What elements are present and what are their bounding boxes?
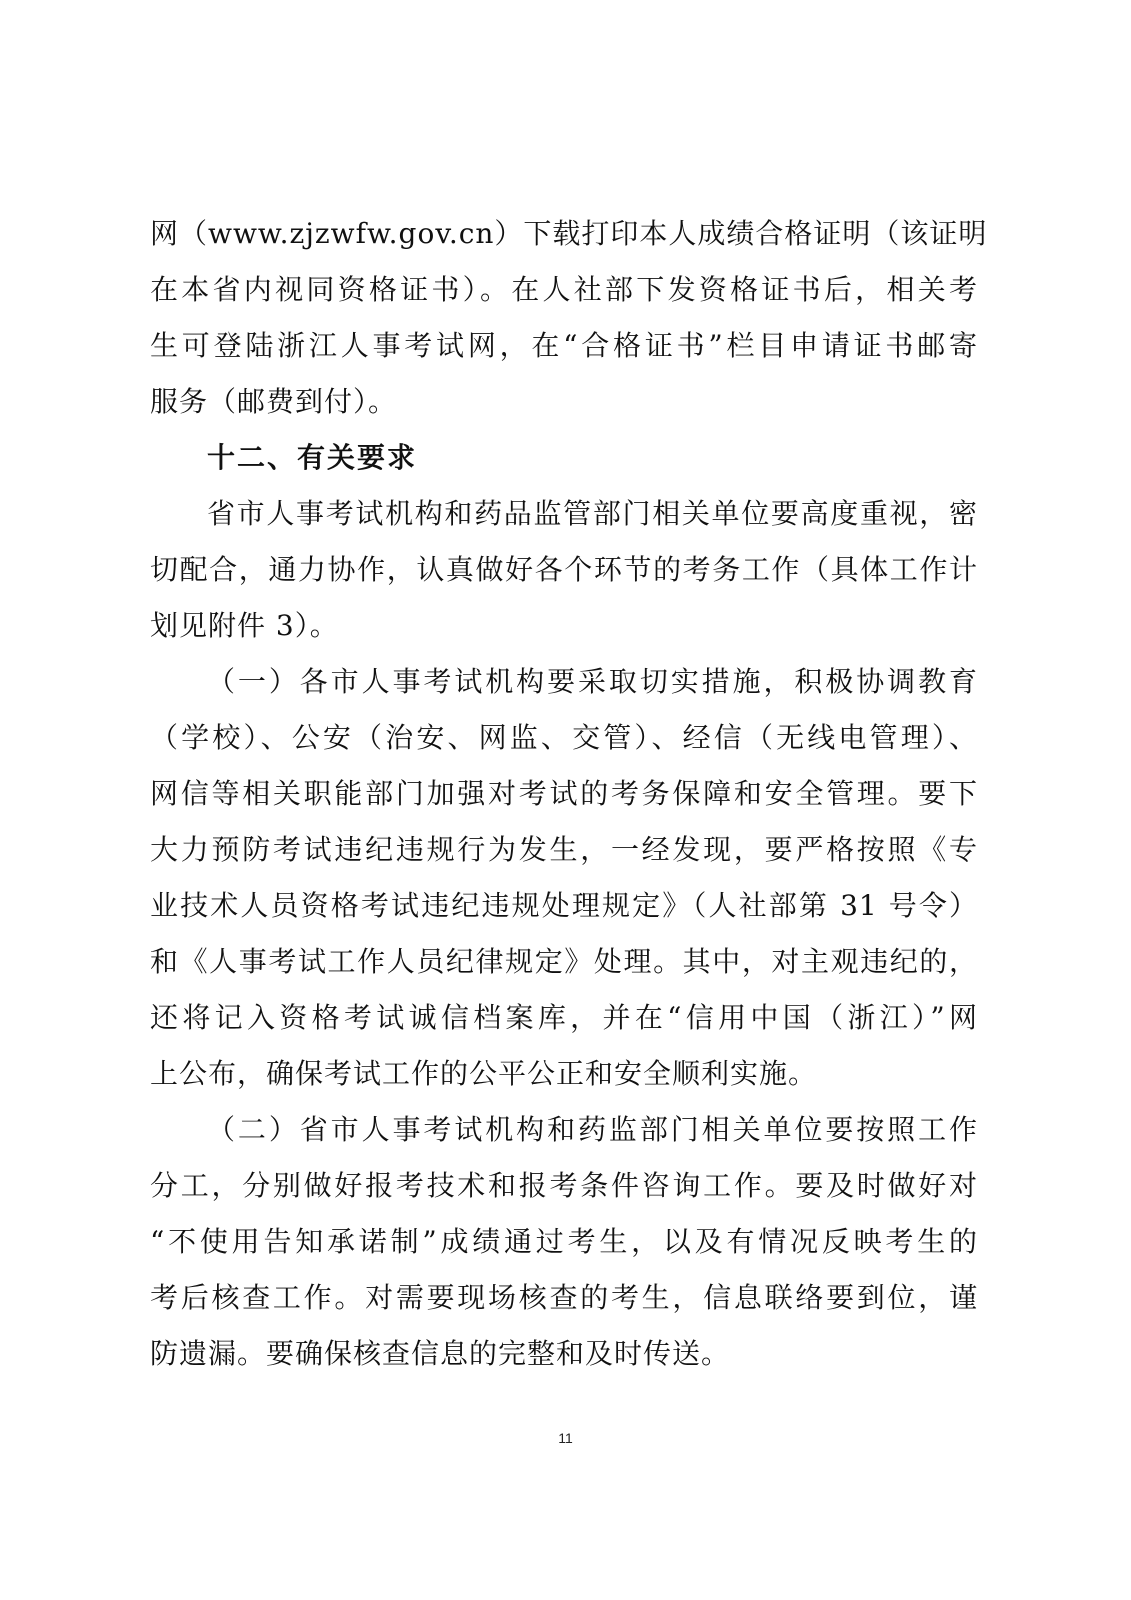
paragraph-3-line-6: 和《人事考试工作人员纪律规定》处理。其中，对主观违纪的， bbox=[150, 945, 978, 978]
paragraph-2-line-2: 切配合，通力协作，认真做好各个环节的考务工作（具体工作计 bbox=[150, 553, 978, 586]
paragraph-3-line-1: （一）各市人事考试机构要采取切实措施，积极协调教育 bbox=[207, 665, 978, 698]
page-number: 11 bbox=[558, 1430, 573, 1446]
paragraph-1-line-2: 在本省内视同资格证书）。在人社部下发资格证书后，相关考 bbox=[150, 273, 978, 306]
paragraph-1-line-3: 生可登陆浙江人事考试网，在“合格证书”栏目申请证书邮寄 bbox=[150, 329, 978, 362]
paragraph-4-line-2: 分工，分别做好报考技术和报考条件咨询工作。要及时做好对 bbox=[150, 1169, 978, 1202]
paragraph-3-line-8: 上公布，确保考试工作的公平公正和安全顺利实施。 bbox=[150, 1057, 818, 1090]
section-heading: 十二、有关要求 bbox=[207, 441, 418, 474]
paragraph-3-line-4: 大力预防考试违纪违规行为发生，一经发现，要严格按照《专 bbox=[150, 833, 978, 866]
paragraph-4-line-1: （二）省市人事考试机构和药监部门相关单位要按照工作 bbox=[207, 1113, 978, 1146]
paragraph-1-line-4: 服务（邮费到付）。 bbox=[150, 385, 398, 418]
paragraph-3-line-2: （学校）、公安（治安、网监、交管）、经信（无线电管理）、 bbox=[150, 721, 978, 754]
paragraph-4-line-5: 防遗漏。要确保核查信息的完整和及时传送。 bbox=[150, 1337, 731, 1370]
paragraph-3-line-3: 网信等相关职能部门加强对考试的考务保障和安全管理。要下 bbox=[150, 777, 978, 810]
paragraph-3-line-5: 业技术人员资格考试违纪违规处理规定》（人社部第 31 号令） bbox=[150, 889, 978, 922]
paragraph-3-line-7: 还将记入资格考试诚信档案库，并在“信用中国（浙江）”网 bbox=[150, 1001, 978, 1034]
paragraph-4-line-4: 考后核查工作。对需要现场核查的考生，信息联络要到位，谨 bbox=[150, 1281, 978, 1314]
paragraph-2-line-3: 划见附件 3）。 bbox=[150, 609, 339, 642]
paragraph-4-line-3: “不使用告知承诺制”成绩通过考生，以及有情况反映考生的 bbox=[150, 1225, 978, 1258]
paragraph-1-line-1: 网（www.zjzwfw.gov.cn）下载打印本人成绩合格证明（该证明 bbox=[150, 217, 988, 250]
paragraph-2-line-1: 省市人事考试机构和药品监管部门相关单位要高度重视，密 bbox=[207, 497, 978, 530]
